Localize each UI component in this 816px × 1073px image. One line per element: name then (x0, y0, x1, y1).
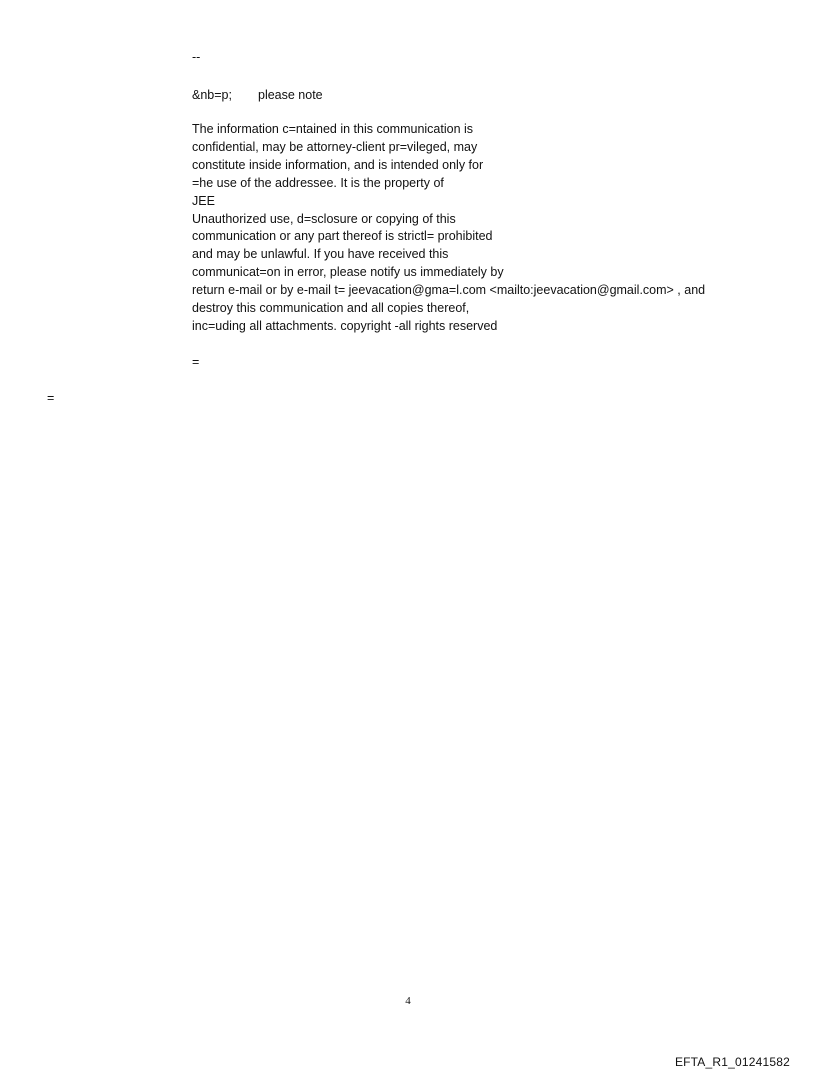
trailing-equals-sign-margin: = (47, 391, 55, 405)
please-note-text: please note (258, 88, 323, 102)
disclaimer-line: and may be unlawful. If you have received this (192, 247, 449, 262)
disclaimer-line: communication or any part thereof is strictl= prohibited (192, 229, 493, 244)
disclaimer-line: constitute inside information, and is intended only for (192, 157, 484, 172)
disclaimer-line: destroy this communication and all copies thereof, (192, 301, 470, 316)
disclaimer-line: confidential, may be attorney-client pr=vileged, may (192, 139, 478, 154)
disclaimer-line: inc=uding all attachments. copyright -all rights reserved (192, 318, 498, 333)
disclaimer-line: The information c=ntained in this communication is (192, 122, 474, 136)
page-number: 4 (405, 995, 411, 1007)
disclaimer-line: =he use of the addressee. It is the property of (192, 175, 444, 190)
please-note-line (192, 86, 323, 104)
disclaimer-line: JEE (192, 193, 215, 208)
disclaimer-line: communicat=on in error, please notify us immediately by (192, 265, 504, 280)
confidentiality-disclaimer (192, 121, 705, 336)
html-entity-text: &nb=p; (192, 88, 232, 102)
bates-number: EFTA_R1_01241582 (674, 1055, 790, 1069)
trailing-equals-sign: = (192, 355, 200, 369)
disclaimer-line: return e-mail or by e-mail t= jeevacation@gma=l.com <mailto:jeevacation@gmail.com> , and (192, 283, 706, 298)
separator-dashes: -- (192, 50, 201, 64)
disclaimer-line: Unauthorized use, d=sclosure or copying of this (192, 211, 456, 226)
